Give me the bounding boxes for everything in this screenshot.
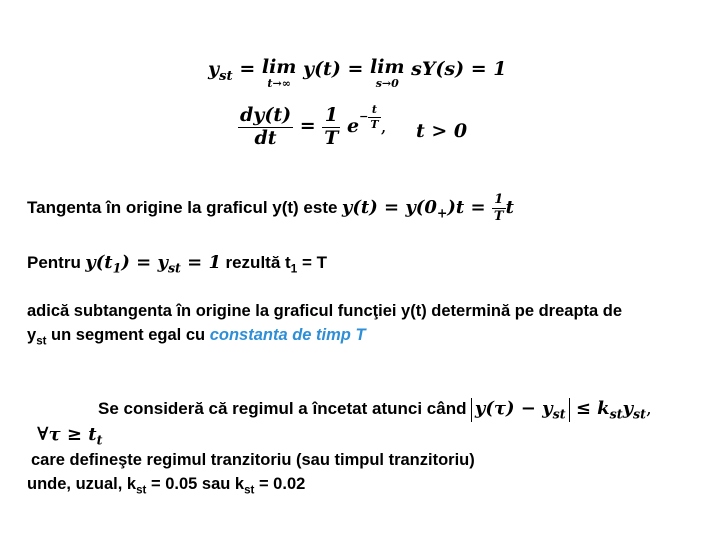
- regime-comma: ,: [645, 398, 652, 419]
- eq2-exp-fraction: [368, 104, 380, 130]
- tangent-t: t: [505, 197, 514, 218]
- eq1-lim-t: [262, 58, 297, 89]
- regime-leq: ≤ k: [575, 398, 610, 419]
- subtangent-paragraph-line1: adică subtangenta în origine la graficul funcţiei y(t) determină pe dreapta de: [27, 302, 623, 320]
- pentru-rest-sub: 1: [290, 261, 298, 276]
- eq1-lim-s: [370, 58, 405, 89]
- tangent-math-a: y(t) = y(0: [341, 197, 437, 218]
- para-y: y: [27, 326, 37, 344]
- eq1-equals: =: [239, 58, 256, 80]
- eq2-exp-den: T: [370, 117, 379, 131]
- eq1-lim2-sub: s→0: [375, 77, 399, 90]
- tangent-frac-num: 1: [492, 193, 506, 209]
- usual-a: unde, uzual, k: [27, 475, 137, 493]
- usual-values: [27, 475, 305, 496]
- eq1-middle: y(t) =: [303, 58, 364, 80]
- eq1-lim1-sub: t→∞: [267, 77, 291, 90]
- pentru-math: [85, 252, 222, 276]
- pentru-text: Pentru: [27, 253, 81, 272]
- tangent-math-sub: +: [436, 205, 448, 221]
- transient-definition: care defineşte regimul tranzitoriu (sau timpul tranzitoriu): [31, 451, 475, 469]
- eq1-y-sub: st: [219, 68, 233, 84]
- pentru-line: [27, 250, 327, 282]
- eq2-exp-num: t: [368, 104, 380, 118]
- time-constant-highlight: constanta de timp T: [209, 326, 366, 344]
- eq1-lim1-text: lim: [261, 56, 297, 78]
- regime-text: Se consideră că regimul a încetat atunci când: [98, 399, 467, 418]
- forall-condition: [37, 424, 102, 448]
- usual-b: = 0.05 sau k: [146, 475, 245, 493]
- para-text: un segment egal cu: [46, 326, 210, 344]
- regime-y-sub: st: [633, 406, 646, 422]
- eq2-equals: =: [299, 115, 316, 138]
- pentru-rest-a: rezultă t: [225, 253, 291, 272]
- regime-math: [471, 398, 652, 422]
- eq2-coef-num: 1: [322, 106, 340, 128]
- tangent-frac-den: T: [493, 208, 504, 224]
- equation-derivative: [238, 104, 387, 148]
- pentru-math-sub: 1: [112, 260, 122, 276]
- eq2-coef-den: T: [324, 126, 339, 149]
- tangent-text: Tangenta în origine la graficul y(t) este: [27, 198, 338, 217]
- regime-abs-a: y(τ) − y: [474, 398, 553, 419]
- forall-text: ∀τ ≥ t: [37, 424, 97, 445]
- eq1-y: y: [208, 58, 220, 80]
- eq2-comma: ,: [380, 115, 387, 138]
- subtangent-paragraph-line2: [27, 326, 366, 347]
- usual-c: = 0.02: [254, 475, 306, 493]
- regime-y: y: [622, 398, 634, 419]
- eq2-coef-fraction: [322, 103, 340, 149]
- tangent-fraction: [492, 193, 506, 223]
- regime-k-sub: st: [609, 406, 623, 422]
- eq2-num: dy(t): [240, 103, 292, 126]
- tangent-math: [341, 191, 514, 224]
- eq1-rhs: sY(s) = 1: [411, 58, 507, 80]
- regime-condition-line: [98, 394, 652, 430]
- para-y-sub: st: [36, 335, 47, 348]
- pentru-math-sub2: st: [167, 260, 181, 276]
- forall-sub: t: [96, 432, 103, 448]
- usual-sub2: st: [244, 484, 255, 497]
- pentru-rest: [225, 253, 328, 276]
- eq2-den: dt: [254, 126, 277, 149]
- pentru-math-b: ) = y: [121, 252, 168, 273]
- pentru-math-a: y(t: [85, 252, 113, 273]
- tangent-math-b: )t =: [447, 197, 486, 218]
- equation-steady-state: [208, 58, 506, 89]
- eq2-exponent: [359, 104, 380, 130]
- tangent-line: [27, 192, 514, 230]
- pentru-math-c: = 1: [187, 252, 222, 273]
- regime-absolute-value: [471, 398, 570, 422]
- eq2-exp-minus: −: [359, 110, 369, 124]
- pentru-rest-b: = T: [297, 253, 328, 272]
- usual-sub1: st: [136, 484, 147, 497]
- eq2-derivative-fraction: [238, 103, 293, 149]
- eq2-condition: t > 0: [416, 120, 468, 142]
- regime-abs-sub: st: [552, 406, 566, 422]
- eq2-exp-base: e: [347, 115, 360, 138]
- eq1-lim2-text: lim: [370, 56, 405, 78]
